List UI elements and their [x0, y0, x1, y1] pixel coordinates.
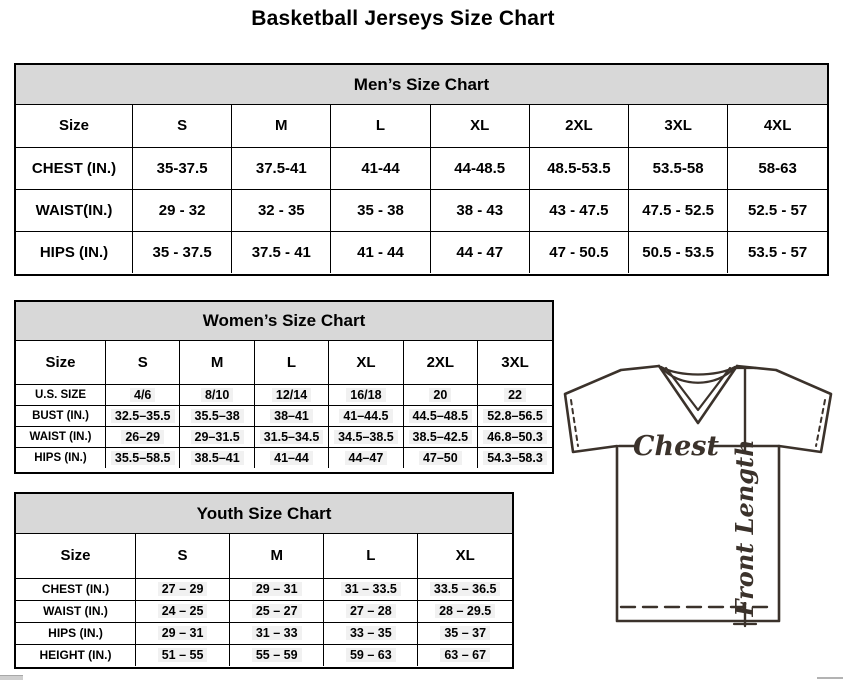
size-value-cell: 38.5–42.5	[403, 426, 477, 447]
measurement-row	[16, 384, 552, 405]
measurement-row	[16, 600, 512, 622]
size-header-cell: L	[254, 341, 328, 384]
size-header-cell: XL	[418, 534, 512, 578]
size-value-cell: 31.5–34.5	[254, 426, 328, 447]
youth-table-grid	[16, 534, 512, 666]
size-value-cell: 51 – 55	[136, 644, 230, 666]
row-label: CHEST (IN.)	[16, 147, 133, 189]
size-value-cell: 29–31.5	[180, 426, 254, 447]
size-header-cell: M	[180, 341, 254, 384]
size-value-cell: 12/14	[254, 384, 328, 405]
bottom-left-partial-element	[0, 675, 23, 680]
row-label: BUST (IN.)	[16, 405, 106, 426]
size-value-cell: 27 – 29	[136, 578, 230, 600]
row-label: HEIGHT (IN.)	[16, 644, 136, 666]
size-value-cell: 35 - 37.5	[133, 231, 232, 273]
row-label: HIPS (IN.)	[16, 231, 133, 273]
size-value-cell: 26–29	[106, 426, 180, 447]
size-value-cell: 43 - 47.5	[529, 189, 628, 231]
size-value-cell: 41-44	[331, 147, 430, 189]
size-value-cell: 29 - 32	[133, 189, 232, 231]
size-value-cell: 37.5-41	[232, 147, 331, 189]
size-header-row	[16, 105, 827, 147]
size-value-cell: 44 - 47	[430, 231, 529, 273]
youth-size-chart-table	[14, 492, 514, 669]
size-value-cell: 33.5 – 36.5	[418, 578, 512, 600]
measurement-row	[16, 426, 552, 447]
size-value-cell: 20	[403, 384, 477, 405]
size-value-cell: 41–44	[254, 447, 328, 468]
front-length-label: Front Length	[730, 439, 759, 617]
size-value-cell: 44.5–48.5	[403, 405, 477, 426]
size-value-cell: 16/18	[329, 384, 403, 405]
row-label: U.S. SIZE	[16, 384, 106, 405]
size-header-cell: L	[324, 534, 418, 578]
womens-table-grid	[16, 341, 552, 468]
row-label: HIPS (IN.)	[16, 622, 136, 644]
size-value-cell: 28 – 29.5	[418, 600, 512, 622]
size-value-cell: 50.5 - 53.5	[629, 231, 728, 273]
size-value-cell: 47 - 50.5	[529, 231, 628, 273]
size-value-cell: 53.5 - 57	[728, 231, 827, 273]
size-header-cell: S	[133, 105, 232, 147]
size-value-cell: 47.5 - 52.5	[629, 189, 728, 231]
row-label: WAIST(IN.)	[16, 189, 133, 231]
size-header-cell: 2XL	[403, 341, 477, 384]
jersey-outline	[565, 366, 831, 621]
measurement-row	[16, 189, 827, 231]
size-header-row	[16, 341, 552, 384]
mens-size-chart-table	[14, 63, 829, 276]
size-value-cell: 41–44.5	[329, 405, 403, 426]
mens-table-header: Men’s Size Chart	[16, 65, 827, 105]
size-value-cell: 48.5-53.5	[529, 147, 628, 189]
chest-label: Chest	[633, 431, 719, 462]
measurement-row	[16, 622, 512, 644]
size-value-cell: 41 - 44	[331, 231, 430, 273]
size-header-cell: XL	[329, 341, 403, 384]
youth-table-header: Youth Size Chart	[16, 494, 512, 534]
row-label: HIPS (IN.)	[16, 447, 106, 468]
size-value-cell: 44–47	[329, 447, 403, 468]
size-value-cell: 31 – 33	[230, 622, 324, 644]
measurement-row	[16, 578, 512, 600]
size-header-cell: M	[230, 534, 324, 578]
size-value-cell: 35 – 37	[418, 622, 512, 644]
size-column-title: Size	[16, 341, 106, 384]
size-value-cell: 52.8–56.5	[478, 405, 552, 426]
page-title: Basketball Jerseys Size Chart	[251, 7, 555, 30]
measurement-row	[16, 231, 827, 273]
size-header-cell: 4XL	[728, 105, 827, 147]
size-value-cell: 59 – 63	[324, 644, 418, 666]
size-value-cell: 44-48.5	[430, 147, 529, 189]
size-value-cell: 29 – 31	[230, 578, 324, 600]
size-value-cell: 63 – 67	[418, 644, 512, 666]
size-header-cell: L	[331, 105, 430, 147]
size-value-cell: 31 – 33.5	[324, 578, 418, 600]
size-value-cell: 33 – 35	[324, 622, 418, 644]
size-value-cell: 29 – 31	[136, 622, 230, 644]
size-header-row	[16, 534, 512, 578]
size-value-cell: 52.5 - 57	[728, 189, 827, 231]
size-header-cell: 3XL	[629, 105, 728, 147]
size-header-cell: 2XL	[529, 105, 628, 147]
womens-size-chart-table	[14, 300, 554, 474]
size-value-cell: 25 – 27	[230, 600, 324, 622]
size-header-cell: S	[136, 534, 230, 578]
size-value-cell: 35-37.5	[133, 147, 232, 189]
measurement-row	[16, 405, 552, 426]
size-value-cell: 32.5–35.5	[106, 405, 180, 426]
size-value-cell: 38.5–41	[180, 447, 254, 468]
measurement-row	[16, 644, 512, 666]
measurement-row	[16, 147, 827, 189]
size-value-cell: 38–41	[254, 405, 328, 426]
size-value-cell: 37.5 - 41	[232, 231, 331, 273]
size-value-cell: 8/10	[180, 384, 254, 405]
size-value-cell: 38 - 43	[430, 189, 529, 231]
size-value-cell: 32 - 35	[232, 189, 331, 231]
size-value-cell: 24 – 25	[136, 600, 230, 622]
size-value-cell: 35 - 38	[331, 189, 430, 231]
measurement-row	[16, 447, 552, 468]
womens-table-header: Women’s Size Chart	[16, 302, 552, 341]
jersey-measurement-diagram	[555, 358, 843, 670]
size-value-cell: 58-63	[728, 147, 827, 189]
size-column-title: Size	[16, 534, 136, 578]
jersey-collar-back-curve-1	[661, 367, 735, 375]
row-label: WAIST (IN.)	[16, 426, 106, 447]
mens-table-grid	[16, 105, 827, 273]
row-label: WAIST (IN.)	[16, 600, 136, 622]
size-value-cell: 53.5-58	[629, 147, 728, 189]
size-value-cell: 46.8–50.3	[478, 426, 552, 447]
size-header-cell: XL	[430, 105, 529, 147]
size-value-cell: 35.5–38	[180, 405, 254, 426]
size-value-cell: 27 – 28	[324, 600, 418, 622]
size-header-cell: 3XL	[478, 341, 552, 384]
size-header-cell: M	[232, 105, 331, 147]
size-column-title: Size	[16, 105, 133, 147]
size-value-cell: 34.5–38.5	[329, 426, 403, 447]
size-value-cell: 22	[478, 384, 552, 405]
size-value-cell: 54.3–58.3	[478, 447, 552, 468]
size-header-cell: S	[106, 341, 180, 384]
size-value-cell: 4/6	[106, 384, 180, 405]
size-value-cell: 55 – 59	[230, 644, 324, 666]
size-value-cell: 35.5–58.5	[106, 447, 180, 468]
size-value-cell: 47–50	[403, 447, 477, 468]
row-label: CHEST (IN.)	[16, 578, 136, 600]
